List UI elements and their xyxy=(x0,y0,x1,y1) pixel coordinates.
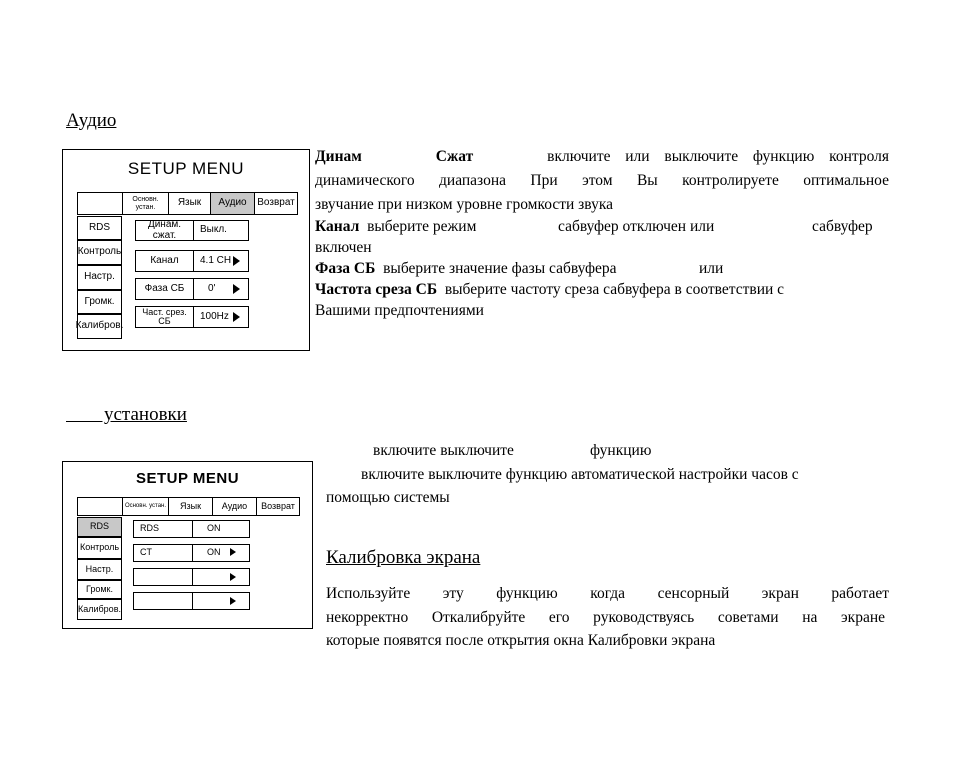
tab-row-blank xyxy=(77,192,122,215)
audio-text-line-6: Фаза СБ выберите значение фазы сабвуфера или xyxy=(315,260,724,277)
row-value-text: 100Hz xyxy=(200,310,229,322)
tab-back[interactable]: Возврат xyxy=(256,497,300,516)
row-value-empty-2[interactable] xyxy=(192,592,250,610)
panel-title: SETUP MENU xyxy=(127,159,245,178)
tab-row-blank xyxy=(77,497,122,516)
arrow-right-icon[interactable] xyxy=(233,284,240,294)
sidebar-item-volume[interactable]: Громк. xyxy=(77,290,122,314)
row-value-channel[interactable] xyxy=(193,250,249,272)
sidebar-item-calibration[interactable]: Калибров. xyxy=(77,314,122,339)
arrow-right-icon[interactable] xyxy=(233,256,240,266)
setup-text-line-2: включите выключите функцию автоматической настройки часов с xyxy=(361,466,799,483)
setup-text-line-3: помощью системы xyxy=(326,489,450,506)
setup-menu-panel-audio xyxy=(62,149,310,351)
sidebar-item-control[interactable]: Контроль xyxy=(77,240,122,265)
row-value-text: 4.1 CH xyxy=(200,254,232,266)
tab-back[interactable]: Возврат xyxy=(254,192,298,215)
arrow-right-icon[interactable] xyxy=(230,573,236,581)
row-value-crossover[interactable] xyxy=(193,306,249,328)
tab-basic-settings[interactable]: Основн. устан. xyxy=(122,192,168,215)
sidebar-item-calibration[interactable]: Калибров. xyxy=(77,599,122,620)
row-label-dyn-comp: Динам. сжат. xyxy=(135,220,193,241)
setup-menu-panel-setup xyxy=(62,461,313,629)
row-value-text: 0' xyxy=(208,282,216,294)
row-label-empty-2 xyxy=(133,592,192,610)
arrow-right-icon[interactable] xyxy=(230,548,236,556)
sidebar-item-rds[interactable]: RDS xyxy=(77,517,122,537)
audio-text-line-7: Частота среза СБ выберите частоту среза сабвуфера в соответствии с xyxy=(315,281,785,298)
tab-audio[interactable]: Аудио xyxy=(212,497,256,516)
arrow-right-icon[interactable] xyxy=(233,312,240,322)
row-value-text: ON xyxy=(207,547,221,558)
audio-text-line-3: звучание при низком уровне громкости звука xyxy=(315,196,614,213)
setup-text-line-1: включите выключите функцию xyxy=(373,442,652,459)
calib-text-line-2: некорректно Откалибруйте его руководствуясь советами на экране xyxy=(326,609,885,626)
audio-text-line-2: динамического диапазона При этом Вы контролируете оптимальное xyxy=(315,172,889,189)
sidebar-item-control[interactable]: Контроль xyxy=(77,537,122,559)
sidebar-item-rds[interactable]: RDS xyxy=(77,216,122,240)
row-label-rds: RDS xyxy=(133,520,192,538)
row-value-ct[interactable] xyxy=(192,544,250,562)
sidebar-item-settings[interactable]: Настр. xyxy=(77,559,122,580)
tab-audio[interactable]: Аудио xyxy=(210,192,254,215)
row-label-phase: Фаза СБ xyxy=(135,278,193,300)
sidebar-item-volume[interactable]: Громк. xyxy=(77,580,122,599)
row-value-empty-1[interactable] xyxy=(192,568,250,586)
row-label-empty-1 xyxy=(133,568,192,586)
audio-text-line-8: Вашими предпочтениями xyxy=(315,302,484,319)
audio-text-line-5: включен xyxy=(315,239,372,256)
section-heading-calibration: Калибровка экрана xyxy=(326,547,481,568)
audio-text-line-1: Динам Сжат включите или выключите функцию контроля xyxy=(315,148,890,165)
audio-text-line-4: Канал выберите режим сабвуфер отключен или сабвуфер xyxy=(315,218,873,235)
row-label-crossover: Част. срез. СБ xyxy=(135,306,193,328)
sidebar-item-settings[interactable]: Настр. xyxy=(77,265,122,290)
arrow-right-icon[interactable] xyxy=(230,597,236,605)
tab-language[interactable]: Язык xyxy=(168,497,212,516)
row-value-dyn-comp[interactable]: Выкл. xyxy=(193,220,249,241)
tab-language[interactable]: Язык xyxy=(168,192,210,215)
calib-text-line-1: Используйте эту функцию когда сенсорный экран работает xyxy=(326,585,889,602)
section-heading-setup: установки xyxy=(66,404,187,425)
section-heading-audio: Аудио xyxy=(66,110,117,131)
row-value-phase[interactable] xyxy=(193,278,249,300)
row-value-rds[interactable]: ON xyxy=(192,520,250,538)
tab-basic-settings[interactable]: Основн. устан. xyxy=(122,497,168,516)
row-label-ct: CT xyxy=(133,544,192,562)
calib-text-line-3: которые появятся после открытия окна Калибровки экрана xyxy=(326,632,716,649)
row-label-channel: Канал xyxy=(135,250,193,272)
panel-title: SETUP MENU xyxy=(135,470,240,487)
